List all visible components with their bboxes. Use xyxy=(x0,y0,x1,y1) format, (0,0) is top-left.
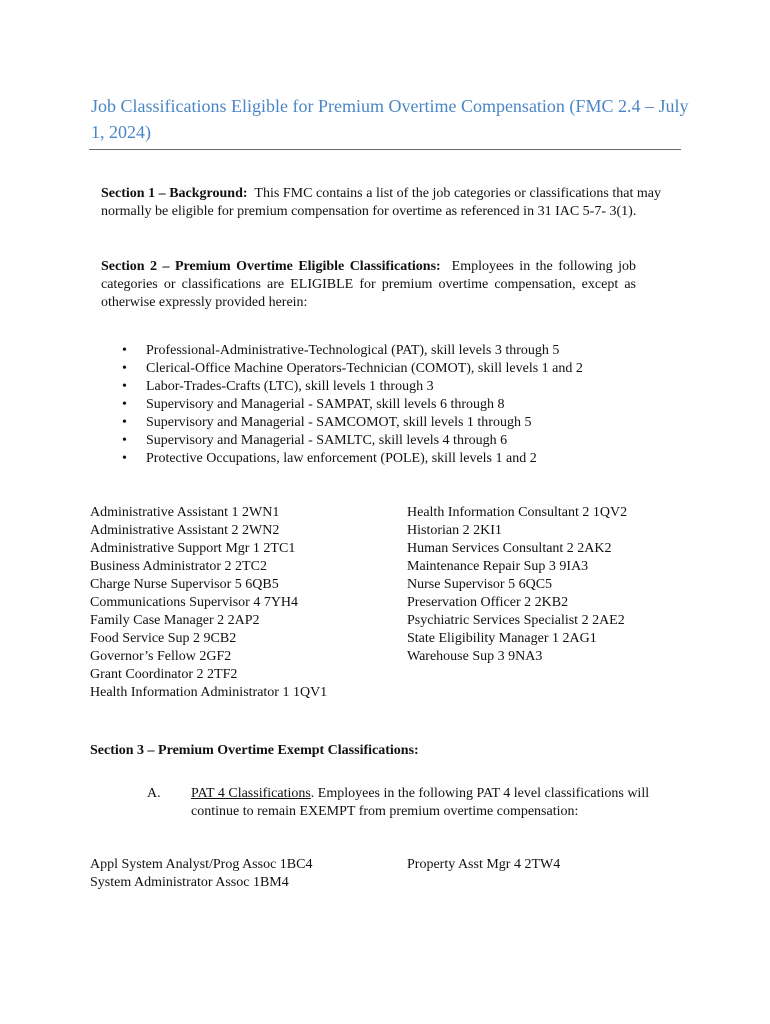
exempt-classifications-left-column xyxy=(90,856,312,892)
list-item: Property Asst Mgr 4 2TW4 xyxy=(407,857,561,872)
item-a-text: . Employees in the following PAT 4 level classifications will continue to remain EXEMPT from premium overtime compensation: xyxy=(191,786,650,819)
list-item: State Eligibility Manager 1 2AG1 xyxy=(407,631,597,646)
section-2-heading: Section 2 – Premium Overtime Eligible Classifications: xyxy=(101,259,441,274)
eligible-categories-list xyxy=(120,342,583,468)
list-item: • Professional-Administrative-Technological (PAT), skill levels 3 through 5 xyxy=(120,342,583,360)
section-2-paragraph xyxy=(101,258,636,312)
list-item: Charge Nurse Supervisor 5 6QB5 xyxy=(90,577,279,592)
title-divider xyxy=(89,149,681,150)
list-item: Warehouse Sup 3 9NA3 xyxy=(407,649,543,664)
list-item: Human Services Consultant 2 2AK2 xyxy=(407,541,612,556)
list-item: • Supervisory and Managerial - SAMPAT, skill levels 6 through 8 xyxy=(120,396,583,414)
list-item: Health Information Consultant 2 1QV2 xyxy=(407,505,628,520)
list-item: Governor’s Fellow 2GF2 xyxy=(90,649,232,664)
list-item: Communications Supervisor 4 7YH4 xyxy=(90,595,299,610)
item-a-marker: A. xyxy=(147,786,161,801)
list-item: • Supervisory and Managerial - SAMCOMOT, skill levels 1 through 5 xyxy=(120,414,583,432)
eligible-classifications-right-column xyxy=(407,504,627,666)
item-a-paragraph xyxy=(191,785,651,821)
list-item: • Protective Occupations, law enforcement (POLE), skill levels 1 and 2 xyxy=(120,450,583,468)
list-item: Appl System Analyst/Prog Assoc 1BC4 xyxy=(90,857,313,872)
list-item: • Labor-Trades-Crafts (LTC), skill levels 1 through 3 xyxy=(120,378,583,396)
list-item: Food Service Sup 2 9CB2 xyxy=(90,631,237,646)
list-item: Administrative Assistant 2 2WN2 xyxy=(90,523,280,538)
section-2-text: Employees in the following job categories or classifications are ELIGIBLE for premium overtime compensation, except as otherwise expressly provided herein: xyxy=(101,259,637,310)
list-item: Grant Coordinator 2 2TF2 xyxy=(90,667,238,682)
document-title: Job Classifications Eligible for Premium Overtime Compensation (FMC 2.4 – July 1, 2024) xyxy=(91,96,689,142)
list-item: Health Information Administrator 1 1QV1 xyxy=(90,685,328,700)
eligible-classifications-left-column xyxy=(90,504,327,702)
section-3-heading: Section 3 – Premium Overtime Exempt Classifications: xyxy=(90,743,419,758)
list-item: • Supervisory and Managerial - SAMLTC, skill levels 4 through 6 xyxy=(120,432,583,450)
section-1-paragraph xyxy=(101,185,661,221)
list-item: Preservation Officer 2 2KB2 xyxy=(407,595,569,610)
list-item: Administrative Support Mgr 1 2TC1 xyxy=(90,541,296,556)
pat4-classifications-heading: PAT 4 Classifications xyxy=(191,786,311,801)
exempt-classifications-right-column xyxy=(407,856,560,874)
section-1-heading: Section 1 – Background: xyxy=(101,186,248,201)
list-item: Business Administrator 2 2TC2 xyxy=(90,559,267,574)
list-item: Historian 2 2KI1 xyxy=(407,523,502,538)
list-item: Psychiatric Services Specialist 2 2AE2 xyxy=(407,613,625,628)
list-item: System Administrator Assoc 1BM4 xyxy=(90,875,289,890)
list-item: Nurse Supervisor 5 6QC5 xyxy=(407,577,553,592)
list-item: Family Case Manager 2 2AP2 xyxy=(90,613,260,628)
list-item: Maintenance Repair Sup 3 9IA3 xyxy=(407,559,589,574)
section-1-text: This FMC contains a list of the job categories or classifications that may normally be eligible for premium compensation for overtime as referenced in 31 IAC 5-7- 3(1). xyxy=(101,186,661,219)
list-item: • Clerical-Office Machine Operators-Technician (COMOT), skill levels 1 and 2 xyxy=(120,360,583,378)
list-item: Administrative Assistant 1 2WN1 xyxy=(90,505,280,520)
